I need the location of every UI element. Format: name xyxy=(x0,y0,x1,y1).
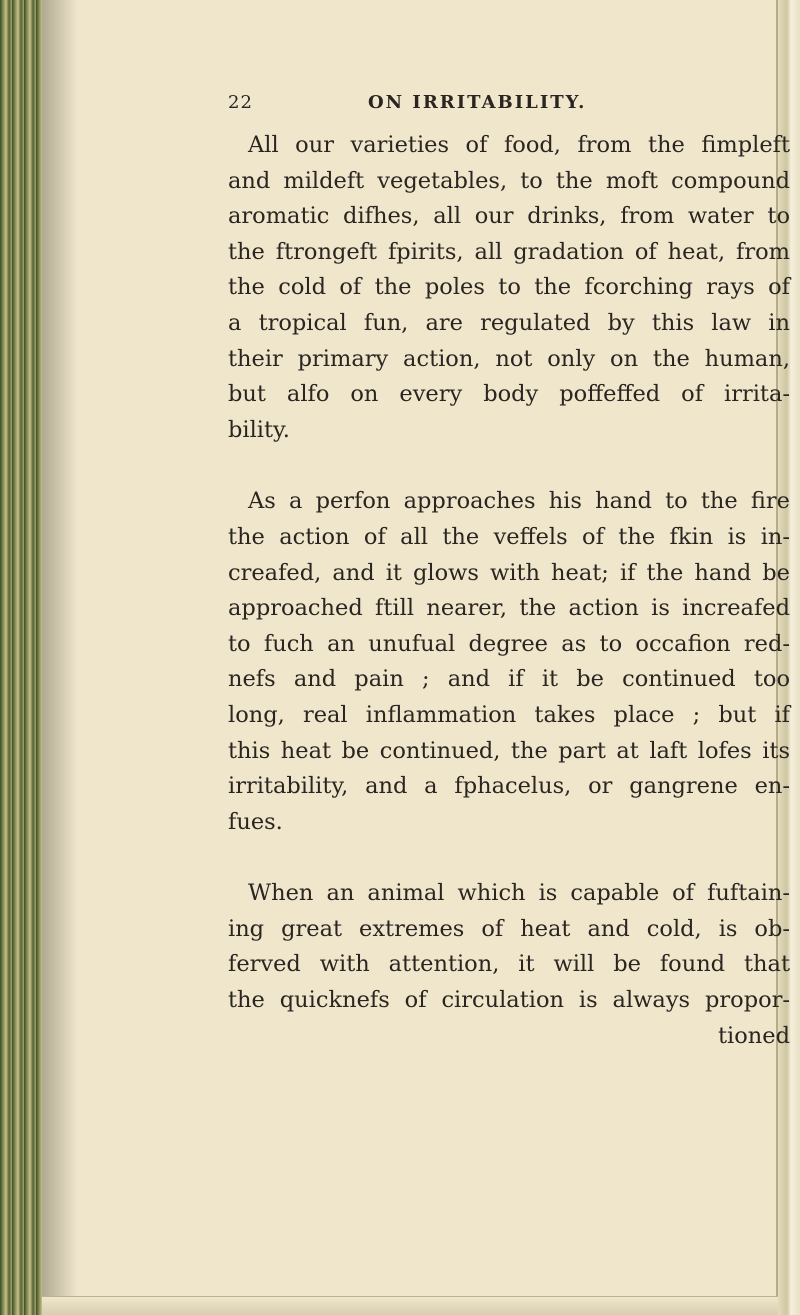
running-head: ON IRRITABILITY. xyxy=(368,92,587,113)
catchword: tioned xyxy=(718,1022,790,1049)
text-line: the quicknefs of circulation is always propor- xyxy=(228,987,790,1014)
book-binding xyxy=(0,0,42,1315)
text-line: the action of all the veffels of the fkin is in- xyxy=(228,523,790,550)
text-line: irritability, and a fphacelus, or gangrene en- xyxy=(228,773,790,800)
text-line: When an animal which is capable of fuftain- xyxy=(248,880,790,907)
text-line: the cold of the poles to the fcorching rays of xyxy=(228,274,790,301)
text-line: to fuch an unufual degree as to occafion red- xyxy=(228,630,790,657)
text-line: and mildeft vegetables, to the moft compound xyxy=(228,167,790,194)
text-line: this heat be continued, the part at laft lofes its xyxy=(228,737,790,764)
text-line: As a perfon approaches his hand to the fire xyxy=(248,488,790,515)
gutter-shadow xyxy=(42,0,78,1315)
text-line: but alfo on every body poffeffed of irrita- xyxy=(228,381,790,408)
book-page xyxy=(228,92,792,1054)
paragraph-2 xyxy=(228,484,790,840)
text-line: a tropical fun, are regulated by this law in xyxy=(228,309,790,336)
text-line: creafed, and it glows with heat; if the hand be xyxy=(228,559,790,586)
page-bottom-edge xyxy=(42,1296,778,1315)
text-line: fues. xyxy=(228,808,283,835)
text-line: approached ftill nearer, the action is increafed xyxy=(228,595,790,622)
text-line: the ftrongeft fpirits, all gradation of heat, from xyxy=(228,238,790,265)
text-line: nefs and pain ; and if it be continued too xyxy=(228,666,790,693)
text-line: bility. xyxy=(228,416,290,443)
text-line: aromatic difhes, all our drinks, from water to xyxy=(228,203,790,230)
text-line: long, real inflammation takes place ; but if xyxy=(228,701,790,728)
text-line: ing great extremes of heat and cold, is ob- xyxy=(228,915,790,942)
text-line: ferved with attention, it will be found that xyxy=(228,951,790,978)
page-number: 22 xyxy=(228,92,253,113)
page-header xyxy=(228,92,792,128)
paragraph-1 xyxy=(228,128,790,448)
text-line: their primary action, not only on the human, xyxy=(228,345,790,372)
paragraph-3 xyxy=(228,876,790,1018)
text-line: All our varieties of food, from the fimpleft xyxy=(248,132,790,158)
